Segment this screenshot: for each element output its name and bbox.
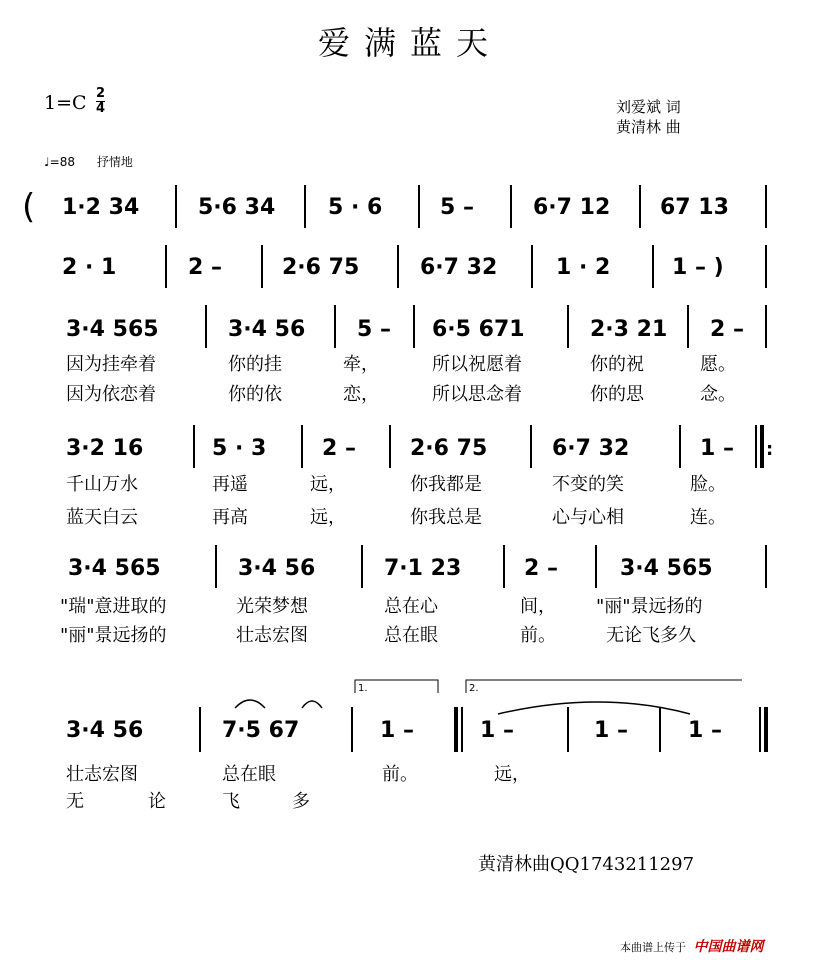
note-group: 1 – bbox=[380, 718, 414, 743]
lyric: "瑞"意进取的 bbox=[60, 596, 167, 617]
note-group: 7·5 67 bbox=[222, 718, 300, 743]
tie-slur bbox=[235, 700, 265, 708]
lyric: 总在眼 bbox=[384, 625, 438, 646]
note-group: 67 13 bbox=[660, 195, 729, 220]
note-group: 3·4 56 bbox=[228, 317, 306, 342]
lyric: 总在心 bbox=[384, 596, 438, 617]
volta-bracket-2 bbox=[466, 680, 742, 693]
key-signature: 1=C bbox=[44, 92, 87, 114]
note-group: 1 – bbox=[688, 718, 722, 743]
lyric: "丽"景远扬的 bbox=[60, 625, 167, 646]
lyric: 你的依 bbox=[228, 384, 282, 405]
note-group: 2·3 21 bbox=[590, 317, 668, 342]
lyric: 你我总是 bbox=[410, 507, 482, 528]
note-group: 5 · 3 bbox=[212, 436, 267, 461]
note-group: 6·7 32 bbox=[552, 436, 630, 461]
lyric: 心与心相 bbox=[552, 507, 624, 528]
volta-label-1: 1. bbox=[358, 683, 368, 694]
lyric: 你的祝 bbox=[590, 354, 644, 375]
note-group: 2 · 1 bbox=[62, 255, 117, 280]
note-group: 5 · 6 bbox=[328, 195, 383, 220]
note-group: 1·2 34 bbox=[62, 195, 140, 220]
note-group: 3·4 56 bbox=[66, 718, 144, 743]
lyric: 脸。 bbox=[690, 474, 726, 495]
lyric: 所以祝愿着 bbox=[432, 354, 522, 375]
lyric: 愿。 bbox=[700, 354, 736, 375]
note-group: 2 – bbox=[524, 556, 558, 581]
note-group: 6·7 32 bbox=[420, 255, 498, 280]
arranger-signature: 黄清林曲QQ1743211297 bbox=[478, 854, 695, 875]
lyric: 不变的笑 bbox=[552, 474, 624, 495]
note-group: 1 · 2 bbox=[556, 255, 611, 280]
note-group: 2·6 75 bbox=[410, 436, 488, 461]
volta-label-2: 2. bbox=[469, 683, 479, 694]
note-group: 1 – bbox=[700, 436, 734, 461]
tie-slur bbox=[498, 702, 690, 714]
lyric: 因为依恋着 bbox=[66, 384, 156, 405]
note-group: 2 – bbox=[710, 317, 744, 342]
note-group: 1 – bbox=[594, 718, 628, 743]
lyric: 总在眼 bbox=[222, 764, 276, 785]
open-paren: ( bbox=[22, 187, 36, 227]
lyric: 再遥 bbox=[212, 474, 248, 495]
footer-text: 本曲谱上传于 bbox=[620, 941, 686, 954]
lyric: 壮志宏图 bbox=[236, 625, 308, 646]
lyric: 前。 bbox=[520, 625, 556, 646]
note-group: 3·4 565 bbox=[66, 317, 159, 342]
composer-credit: 黄清林 曲 bbox=[616, 118, 681, 136]
expression-mark: 抒情地 bbox=[96, 155, 133, 169]
note-group: 3·4 565 bbox=[620, 556, 713, 581]
lyric: 牵， bbox=[343, 354, 379, 375]
lyric: 所以思念着 bbox=[432, 384, 522, 405]
note-group: 1 – bbox=[480, 718, 514, 743]
lyric: "丽"景远扬的 bbox=[596, 596, 703, 617]
lyric: 多 bbox=[292, 791, 310, 812]
lyric: 恋， bbox=[343, 384, 379, 405]
lyric: 再高 bbox=[212, 507, 248, 528]
note-group: 1 – ) bbox=[672, 255, 724, 280]
repeat-dots: : bbox=[766, 439, 774, 460]
note-group: 2 – bbox=[322, 436, 356, 461]
note-group: 7·1 23 bbox=[384, 556, 462, 581]
note-group: 5 – bbox=[440, 195, 474, 220]
lyric: 间， bbox=[520, 596, 556, 617]
lyric: 光荣梦想 bbox=[236, 596, 308, 617]
lyric: 远， bbox=[310, 474, 346, 495]
time-top: 2 bbox=[96, 86, 106, 101]
lyric: 无论飞多久 bbox=[606, 625, 696, 646]
footer-note bbox=[620, 936, 764, 956]
lyric: 前。 bbox=[382, 764, 418, 785]
tie-slur bbox=[302, 701, 322, 708]
lyric: 你的思 bbox=[590, 384, 644, 405]
lyric: 你我都是 bbox=[410, 474, 482, 495]
lyricist-credit: 刘爱斌 词 bbox=[616, 98, 681, 116]
lyric: 你的挂 bbox=[228, 354, 282, 375]
lyric: 远， bbox=[310, 507, 346, 528]
note-group: 5·6 34 bbox=[198, 195, 276, 220]
lyric: 千山万水 bbox=[66, 474, 138, 495]
song-title: 爱满蓝天 bbox=[317, 24, 502, 62]
lyric: 连。 bbox=[690, 507, 726, 528]
note-group: 2 – bbox=[188, 255, 222, 280]
note-group: 5 – bbox=[357, 317, 391, 342]
lyric: 蓝天白云 bbox=[66, 507, 138, 528]
note-group: 3·4 565 bbox=[68, 556, 161, 581]
tempo-mark: ♩=88 bbox=[44, 155, 75, 169]
lyric: 论 bbox=[148, 791, 166, 812]
note-group: 3·4 56 bbox=[238, 556, 316, 581]
lyric: 远， bbox=[494, 764, 530, 785]
note-group: 2·6 75 bbox=[282, 255, 360, 280]
lyric: 无 bbox=[66, 791, 84, 812]
note-group: 6·7 12 bbox=[533, 195, 611, 220]
lyric: 壮志宏图 bbox=[66, 764, 138, 785]
time-bottom: 4 bbox=[96, 101, 106, 116]
lyric: 飞 bbox=[222, 791, 240, 812]
site-logo: 中国曲谱网 bbox=[693, 939, 764, 955]
lyric: 念。 bbox=[700, 384, 736, 405]
note-group: 6·5 671 bbox=[432, 317, 525, 342]
lyric: 因为挂牵着 bbox=[66, 354, 156, 375]
note-group: 3·2 16 bbox=[66, 436, 144, 461]
